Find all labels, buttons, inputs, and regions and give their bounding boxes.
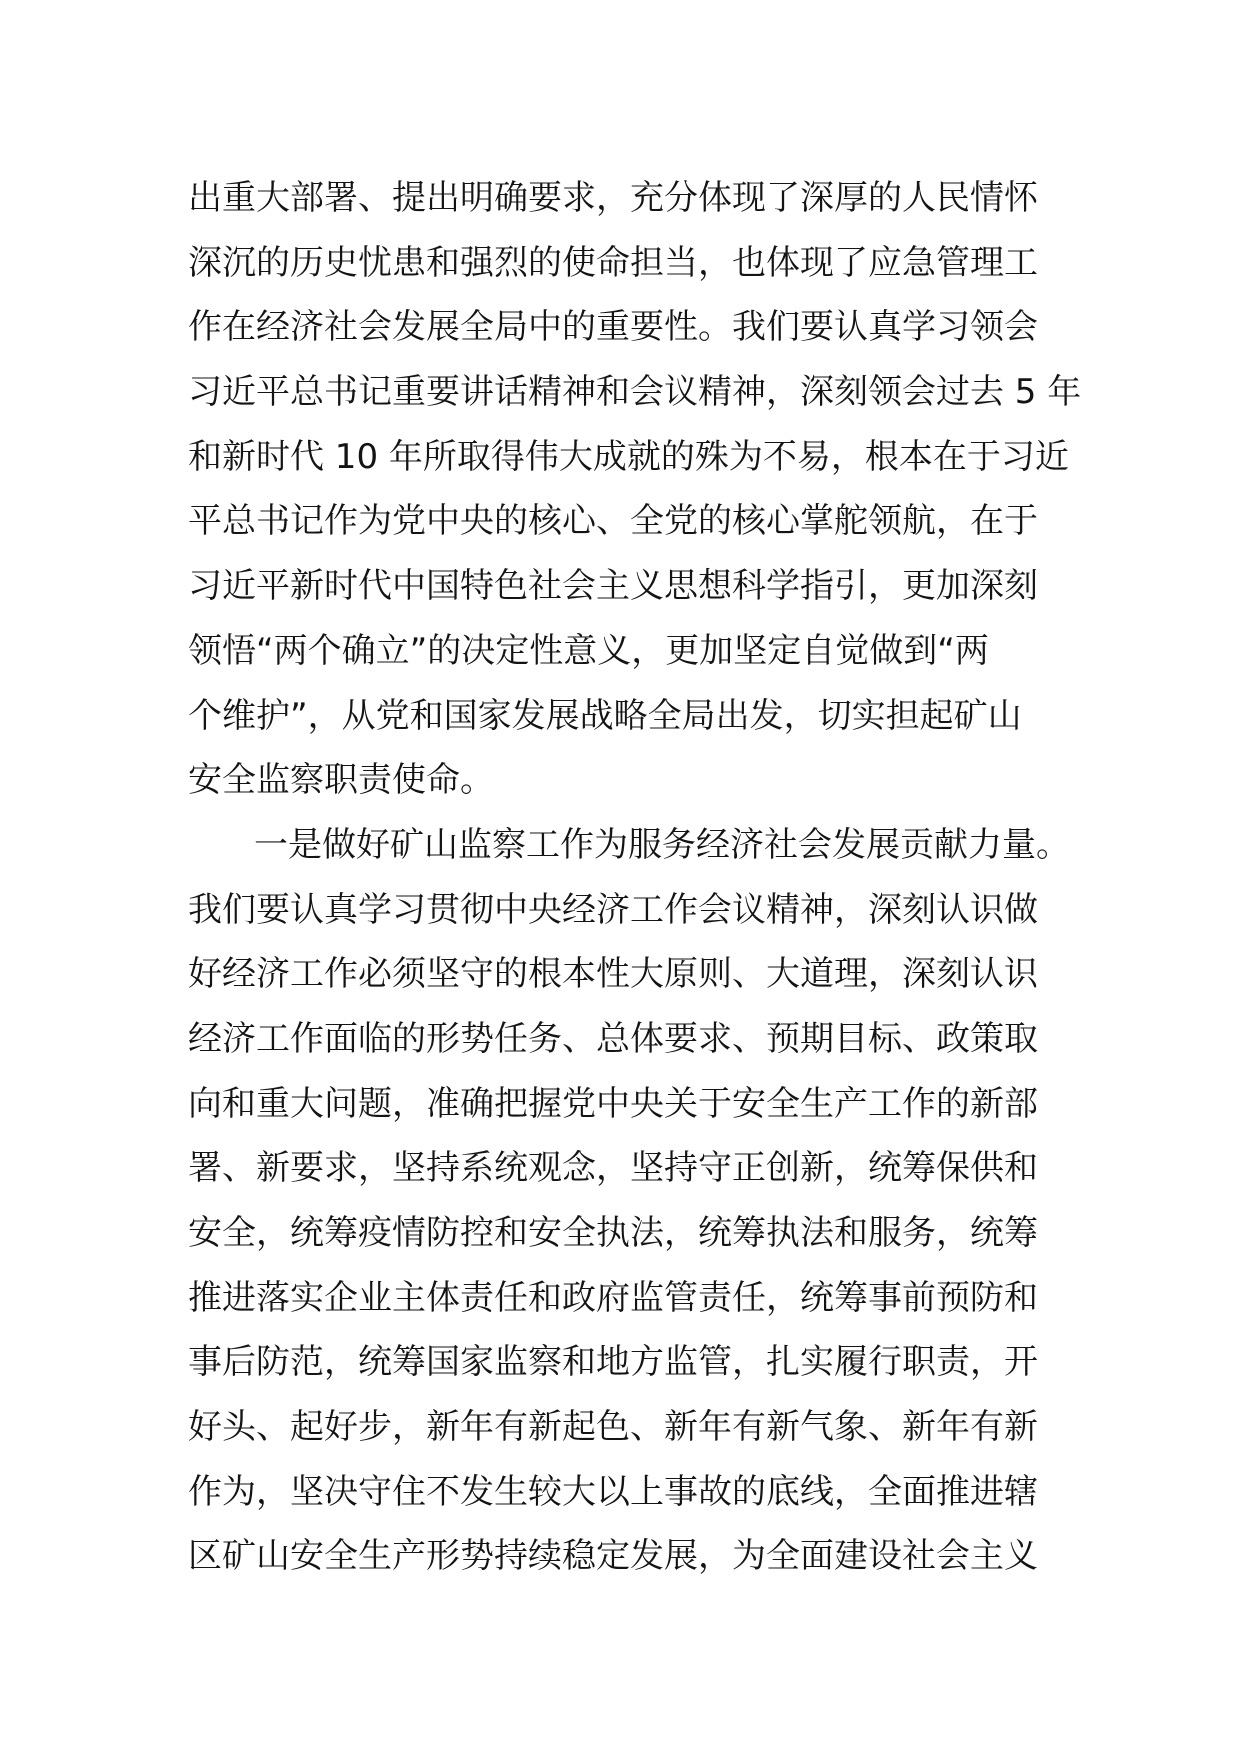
text-line: 我们要认真学习贯彻中央经济工作会议精神，深刻认识做 [188,889,1038,930]
text-line: 事后防范，统筹国家监察和地方监管，扎实履行职责，开 [188,1342,1038,1383]
text-line: 出重大部署、提出明确要求，充分体现了深厚的人民情怀 [188,178,1038,218]
text-line: 深沉的历史忧患和强烈的使命担当，也体现了应急管理工 [188,242,1038,283]
text-line: 经济工作面临的形势任务、总体要求、预期目标、政策取 [188,1018,1038,1059]
body-text [188,166,1082,1589]
text-line: 作在经济社会发展全局中的重要性。我们要认真学习领会 [188,307,1038,348]
text-line: 个维护”，从党和国家发展战略全局出发，切实担起矿山 [188,695,1022,736]
text-line: 习近平总书记重要讲话精神和会议精神，深刻领会过去 5 年 [188,372,1082,413]
text-line: 好头、起好步，新年有新起色、新年有新气象、新年有新 [188,1407,1038,1448]
text-line: 好经济工作必须坚守的根本性大原则、大道理，深刻认识 [188,954,1038,995]
text-line: 领悟“两个确立”的决定性意义，更加坚定自觉做到“两 [188,630,989,671]
text-line: 平总书记作为党中央的核心、全党的核心掌舵领航，在于 [188,501,1038,542]
text-line: 向和重大问题，准确把握党中央关于安全生产工作的新部 [188,1083,1038,1124]
text-line: 安全，统筹疫情防控和安全执法，统筹执法和服务，统筹 [188,1213,1038,1253]
text-line: 署、新要求，坚持系统观念，坚持守正创新，统筹保供和 [188,1148,1038,1189]
text-line: 区矿山安全生产形势持续稳定发展，为全面建设社会主义 [188,1536,1038,1577]
text-line: 安全监察职责使命。 [188,760,494,801]
text-line: 习近平新时代中国特色社会主义思想科学指引，更加深刻 [188,566,1038,607]
text-line: 和新时代 10 年所取得伟大成就的殊为不易，根本在于习近 [188,436,1069,477]
text-line: 推进落实企业主体责任和政府监管责任，统筹事前预防和 [188,1277,1038,1318]
text-line: 作为，坚决守住不发生较大以上事故的底线，全面推进辖 [188,1471,1038,1512]
paragraph-heading-line: 一是做好矿山监察工作为服务经济社会发展贡献力量。 [254,824,1070,865]
